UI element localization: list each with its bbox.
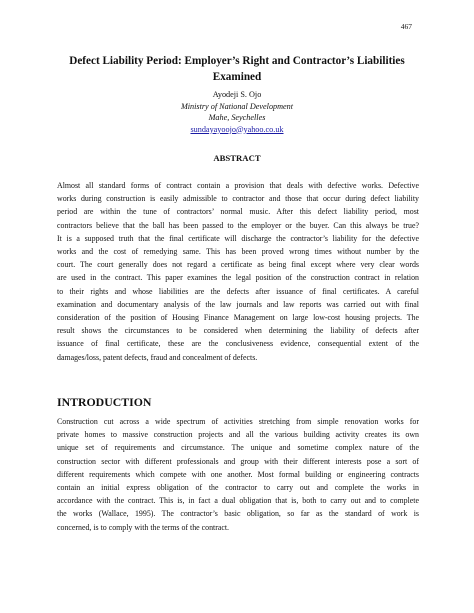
- abstract-line: damages/loss, patent defects, fraud and concealment of defects.: [57, 352, 258, 362]
- abstract-line: works and the cost of remedying same. This has been proved wrong times without number by the: [57, 247, 419, 257]
- abstract-body: [57, 179, 419, 364]
- author-block: [40, 89, 434, 135]
- abstract-heading: ABSTRACT: [213, 153, 261, 163]
- abstract-line: works during construction is easily admissible to contractor and those that occur during defect liability: [57, 194, 419, 204]
- introduction-line: unique set of requirements and circumstance. The unique and sometime complex nature of the: [57, 443, 419, 453]
- introduction-line: Construction cut across a wide spectrum of activities stretching from simple renovation works for: [57, 417, 419, 426]
- abstract-line: examination and documentary analysis of the law journals and law reports was carried out with final: [57, 299, 419, 309]
- paper-title: [40, 53, 434, 85]
- author-email-link[interactable]: sundayayoojo@yahoo.co.uk: [190, 124, 284, 134]
- introduction-heading: INTRODUCTION: [57, 395, 152, 409]
- introduction-line: construction sector with different professionals and group with their different interests pose a sort of: [57, 456, 419, 466]
- abstract-line: Almost all standard forms of contract contain a provision that deals with defective works. Defective: [57, 181, 419, 190]
- introduction-line: accordance with the contract. This is, in fact a dual obligation that is, both to carry out and to complete: [57, 496, 419, 506]
- introduction-line: concerned, is to comply with the terms of the contract.: [57, 522, 230, 532]
- abstract-line: contractors believe that the ball has been passed to the employer or the buyer. Can this always be true?: [57, 220, 419, 230]
- title-line: Defect Liability Period: Employer’s Right and Contractor’s Liabilities: [69, 55, 405, 67]
- abstract-line: consideration of the position of Housing Finance Management on large low-cost housing projects. The: [57, 313, 419, 323]
- introduction-body: [57, 415, 419, 534]
- abstract-line: court. The court generally does not regard a certificate as being final except where very clear words: [57, 260, 419, 270]
- introduction-line: different requirements which compete with one another. Most formal building or engineering contracts: [57, 469, 419, 479]
- introduction-line: private homes to massive construction projects and all the various building activity creates its own: [57, 430, 419, 440]
- abstract-line: are used in the contract. This paper examines the legal position of the construction contract in relation: [57, 273, 419, 283]
- abstract-line: It is a supposed truth that the final certificate will discharge the contractor’s liability for the defective: [57, 233, 419, 243]
- author-name: Ayodeji S. Ojo: [212, 90, 262, 99]
- abstract-line: result shows the circumstances to be considered when determining the liability of defects after: [57, 326, 419, 336]
- introduction-line: the works (Wallace, 1995). The contractor’s basic obligation, so far as the standard of work is: [57, 509, 419, 519]
- author-location: Mahe, Seychelles: [208, 113, 266, 122]
- title-line: Examined: [212, 71, 262, 83]
- abstract-line: issuance of final certificate, these are the conclusiveness evidence, consequential extent of the: [57, 339, 419, 349]
- abstract-line: period are within the tune of contractors’ normal music. After this defect liability period, most: [57, 207, 419, 217]
- author-affiliation: Ministry of National Development: [180, 101, 294, 111]
- page-number: 467: [400, 22, 412, 31]
- abstract-line: to their rights and whose liabilities are the defects after issuance of final certificates. A careful: [57, 286, 419, 296]
- introduction-line: contain an initial express obligation of the contractor to carry out and complete the works in: [57, 483, 419, 493]
